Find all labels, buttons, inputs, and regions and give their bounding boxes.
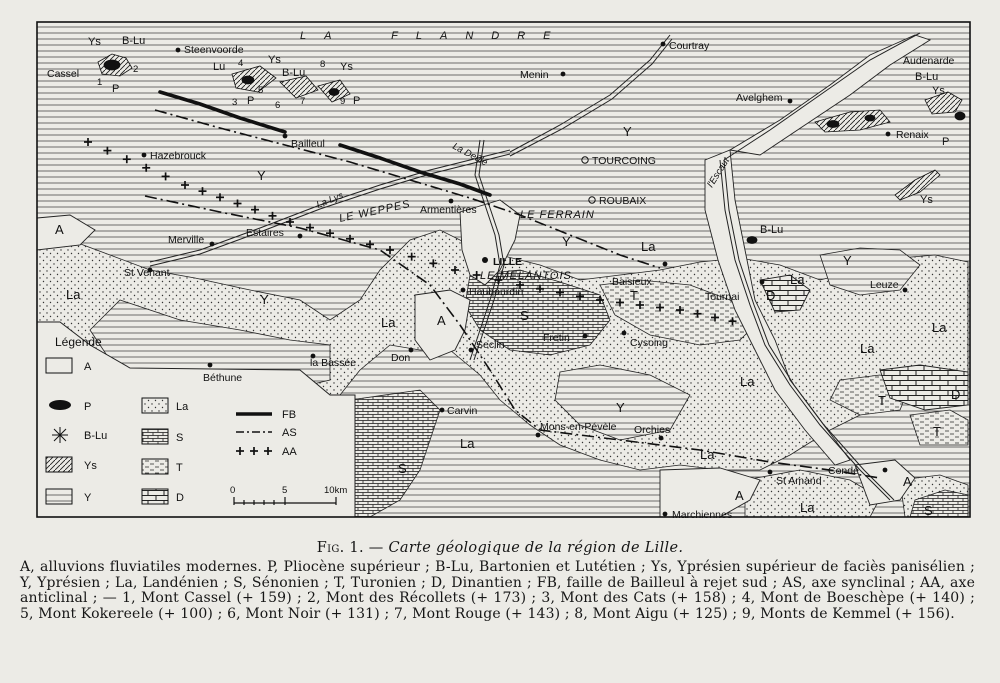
legend-swatch-p [49, 400, 71, 410]
city-audenarde: Audenarde [903, 55, 955, 67]
svg-text:Ys: Ys [268, 54, 281, 66]
city-roubaix: ROUBAIX [599, 195, 647, 207]
figure-dash: — [368, 540, 384, 556]
legend-label-as: AS [282, 427, 297, 439]
legend-label-aa: AA [282, 446, 297, 458]
legend-label-la: La [176, 401, 189, 413]
figure-legend-text [20, 560, 975, 622]
legend-label-b-lu: B-Lu [84, 430, 108, 442]
region-melantois: LE MELANTOIS [480, 270, 572, 282]
svg-text:La: La [641, 239, 656, 254]
legend-swatch-y [46, 489, 72, 504]
city-renaix: Renaix [896, 129, 929, 141]
svg-text:Ys: Ys [340, 61, 353, 73]
city-haubourdin: Haubourdin [469, 286, 524, 298]
scale-tick-5: 5 [282, 485, 288, 496]
city-baisieux: Baisieux [612, 276, 652, 288]
svg-text:La: La [740, 374, 755, 389]
svg-text:T: T [878, 393, 886, 408]
city-leuze: Leuze [870, 279, 899, 291]
svg-text:Y: Y [616, 400, 625, 415]
svg-text:P: P [353, 95, 361, 107]
legend-label-y: Y [84, 492, 92, 504]
city-tournai: Tournai [705, 291, 740, 303]
svg-text:9: 9 [340, 96, 346, 107]
figure-number: Fig. 1. [316, 540, 364, 556]
svg-text:A: A [55, 222, 64, 237]
legend-title: Légende [55, 335, 102, 349]
scale-tick-0: 0 [230, 485, 236, 496]
figure-caption [0, 540, 1000, 556]
svg-text:4: 4 [238, 58, 244, 69]
city-st-venant: St Venant [124, 267, 170, 279]
region-flandre: LA FLANDRE [300, 30, 569, 42]
svg-text:P: P [247, 95, 255, 107]
svg-text:D: D [951, 387, 961, 402]
city-fretin: Fretin [543, 332, 570, 344]
svg-text:A: A [437, 313, 446, 328]
svg-text:Lu: Lu [213, 61, 226, 73]
legend-label-s: S [176, 432, 184, 444]
legend-swatch-t [142, 459, 168, 474]
svg-text:7: 7 [300, 96, 306, 107]
svg-text:S: S [398, 461, 407, 476]
region-ferrain: LE FERRAIN [520, 209, 595, 221]
city-marchiennes: Marchiennes [672, 509, 733, 521]
svg-text:2: 2 [133, 64, 139, 75]
city-carvin: Carvin [447, 405, 478, 417]
city-la-bassee: la Bassée [310, 357, 357, 369]
svg-text:Y: Y [562, 234, 571, 249]
legend-swatch-la [142, 398, 168, 413]
svg-text:6: 6 [275, 100, 281, 111]
svg-text:Ys: Ys [920, 194, 933, 206]
city-hazebrouck: Hazebrouck [150, 150, 207, 162]
svg-text:A: A [735, 488, 744, 503]
svg-text:La: La [860, 341, 875, 356]
svg-text:1: 1 [97, 77, 103, 88]
legend-label-d: D [176, 492, 184, 504]
svg-text:S: S [520, 308, 529, 323]
city-armentieres: Armentières [420, 204, 477, 216]
legend-swatch-b-lu [52, 427, 68, 443]
svg-text:B-Lu: B-Lu [122, 35, 146, 47]
legend-label-ys: Ys [84, 460, 97, 472]
svg-text:La: La [932, 320, 947, 335]
svg-text:La: La [460, 436, 475, 451]
legend-swatch-a [46, 358, 72, 373]
svg-text:La: La [66, 287, 81, 302]
svg-text:Y: Y [260, 292, 269, 307]
city-avelghem: Avelghem [736, 92, 783, 104]
svg-text:T: T [630, 288, 638, 303]
svg-text:La: La [381, 315, 396, 330]
svg-text:La: La [700, 447, 715, 462]
svg-text:A: A [903, 474, 912, 489]
legend-swatch-d [142, 489, 168, 504]
figure-description: A, alluvions fluviatiles modernes. P, Pliocène supérieur ; B-Lu, Bartonien et Lutétien ; Ys, Yprésien supérieur de faciès panisélien ; Y, Yprésien ; La, Landénien ; S, Sénonien ; T, Turonien ; D, Dinantien ; FB, faille de Bailleul à rejet sud ; AS, axe synclinal ; AA, axe anticlinal ; — 1, Mont Cassel (+ 159) ; 2, Mont des Récollets (+ 173) ; 3, Mont des Cats (+ 158) ; 4, Mont de Boeschèpe (+ 140) ; 5, Mont Kokereele (+ 100) ; 6, Mont Noir (+ 131) ; 7, Mont Rouge (+ 143) ; 8, Mont Aigu (+ 125) ; 9, Monts de Kemmel (+ 156). [20, 559, 975, 622]
svg-text:Y: Y [257, 168, 266, 183]
svg-text:P: P [942, 136, 950, 148]
svg-text:5: 5 [258, 85, 264, 96]
legend-label-fb: FB [282, 409, 297, 421]
svg-text:D: D [766, 288, 776, 303]
svg-text:T: T [933, 424, 941, 439]
figure-title: Carte géologique de la région de Lille. [388, 540, 684, 556]
svg-text:Ys: Ys [88, 36, 101, 48]
svg-text:La: La [800, 500, 815, 515]
legend-label-t: T [176, 462, 183, 474]
svg-text:Ys: Ys [932, 85, 945, 97]
city-mons-en-pevele: Mons-en-Pévèle [540, 421, 617, 433]
river-escaut-label: l'Escaut [705, 155, 733, 190]
city-seclin: Seclin [476, 339, 505, 351]
legend-swatch-ys [46, 457, 72, 472]
svg-text:8: 8 [320, 59, 326, 70]
svg-text:B-Lu: B-Lu [760, 224, 784, 236]
city-bailleul: Bailleul [291, 138, 325, 150]
city-lille: LILLE [493, 256, 523, 268]
city-merville: Merville [168, 234, 205, 246]
city-st-amand: St Amand [776, 475, 822, 487]
city-menin: Menin [520, 69, 549, 81]
river-lys-label: La Lys [315, 190, 345, 211]
svg-text:La: La [790, 272, 805, 287]
region-weppes: LE WEPPES [338, 198, 412, 225]
svg-text:S: S [924, 503, 933, 518]
city-orchies: Orchies [634, 424, 671, 436]
legend-label-a: A [84, 361, 92, 373]
city-cassel: Cassel [47, 68, 80, 80]
svg-text:B-Lu: B-Lu [915, 71, 939, 83]
svg-text:P: P [112, 83, 120, 95]
svg-text:Y: Y [623, 124, 632, 139]
svg-text:B-Lu: B-Lu [282, 67, 306, 79]
city-cysoing: Cysoing [630, 337, 668, 349]
city-estaires: Estaires [246, 227, 284, 239]
city-conde: Condé [828, 465, 859, 477]
svg-text:Y: Y [843, 253, 852, 268]
city-courtray: Courtray [669, 40, 710, 52]
city-bethune: Béthune [203, 372, 243, 384]
city-don: Don [391, 352, 411, 364]
scale-tick-10km: 10km [324, 485, 348, 496]
legend-swatch-s [142, 429, 168, 444]
city-tourcoing: TOURCOING [592, 155, 656, 167]
svg-text:3: 3 [232, 97, 238, 108]
city-steenvoorde: Steenvoorde [184, 44, 244, 56]
river-deule-label: La Deûle [450, 140, 490, 169]
legend-label-p: P [84, 401, 92, 413]
